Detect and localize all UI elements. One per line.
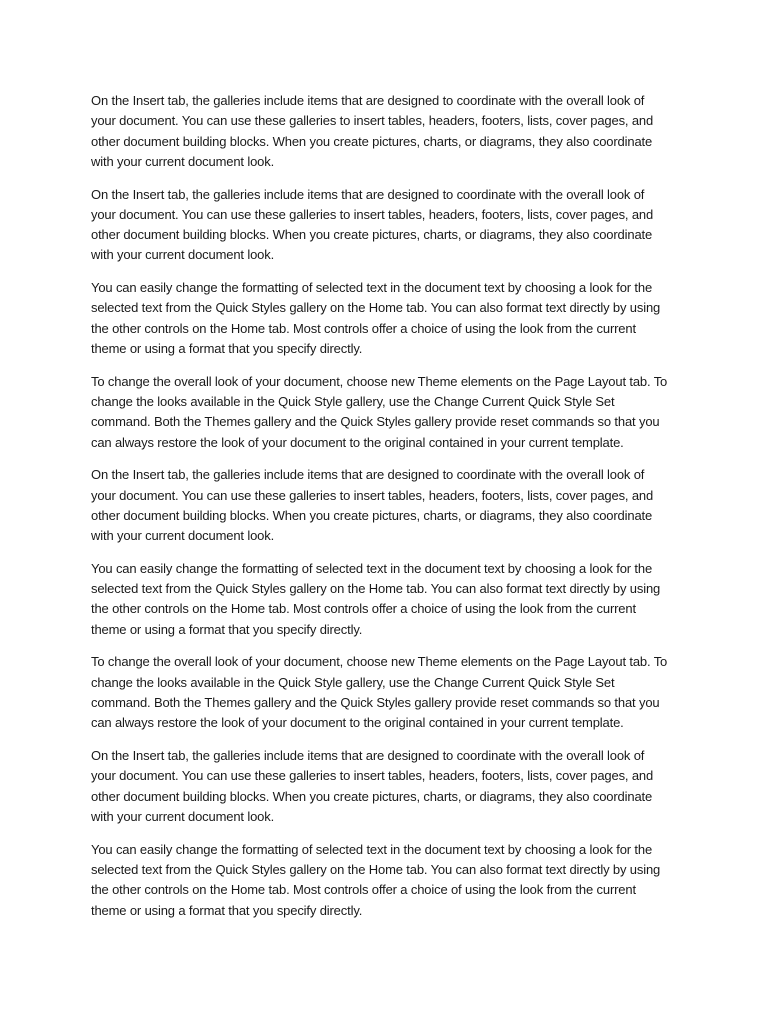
paragraph-4: To change the overall look of your document, choose new Theme elements on the Page Layout tab. To change the looks available in the Quick Style gallery, use the Change Current Quick Style Set command. Both the Themes gallery and the Quick Styles gallery provide reset commands so that you can always restore the look of your document to the original contained in your current template.	[91, 373, 668, 450]
paragraph-8: On the Insert tab, the galleries include items that are designed to coordinate with the overall look of your document. You can use these galleries to insert tables, headers, footers, lists, cover pages, and other document building blocks. When you create pictures, charts, or diagrams, they also coordinate with your current document look.	[91, 748, 654, 824]
paragraph-9: You can easily change the formatting of selected text in the document text by choosing a look for the selected text from the Quick Styles gallery on the Home tab. You can also format text directly by using the other controls on the Home tab. Most controls offer a choice of using the look from the current theme or using a format that you specify directly.	[91, 841, 661, 918]
paragraph-5: On the Insert tab, the galleries include items that are designed to coordinate with the overall look of your document. You can use these galleries to insert tables, headers, footers, lists, cover pages, and other document building blocks. When you create pictures, charts, or diagrams, they also coordinate with your current document look.	[91, 467, 654, 544]
paragraph-1: On the Insert tab, the galleries include items that are designed to coordinate with the overall look of your document. You can use these galleries to insert tables, headers, footers, lists, cover pages, and other document building blocks. When you create pictures, charts, or diagrams, they also coordinate with your current document look.	[91, 93, 654, 169]
paragraph-6: You can easily change the formatting of selected text in the document text by choosing a look for the selected text from the Quick Styles gallery on the Home tab. You can also format text directly by using the other controls on the Home tab. Most controls offer a choice of using the look from the current theme or using a format that you specify directly.	[91, 560, 661, 637]
paragraph-7: To change the overall look of your document, choose new Theme elements on the Page Layout tab. To change the looks available in the Quick Style gallery, use the Change Current Quick Style Set command. Both the Themes gallery and the Quick Styles gallery provide reset commands so that you can always restore the look of your document to the original contained in your current template.	[91, 654, 668, 731]
paragraph-3: You can easily change the formatting of selected text in the document text by choosing a look for the selected text from the Quick Styles gallery on the Home tab. You can also format text directly by using the other controls on the Home tab. Most controls offer a choice of using the look from the current theme or using a format that you specify directly.	[91, 280, 661, 357]
document-body	[91, 91, 671, 933]
paragraph-2: On the Insert tab, the galleries include items that are designed to coordinate with the overall look of your document. You can use these galleries to insert tables, headers, footers, lists, cover pages, and other document building blocks. When you create pictures, charts, or diagrams, they also coordinate with your current document look.	[91, 186, 654, 263]
